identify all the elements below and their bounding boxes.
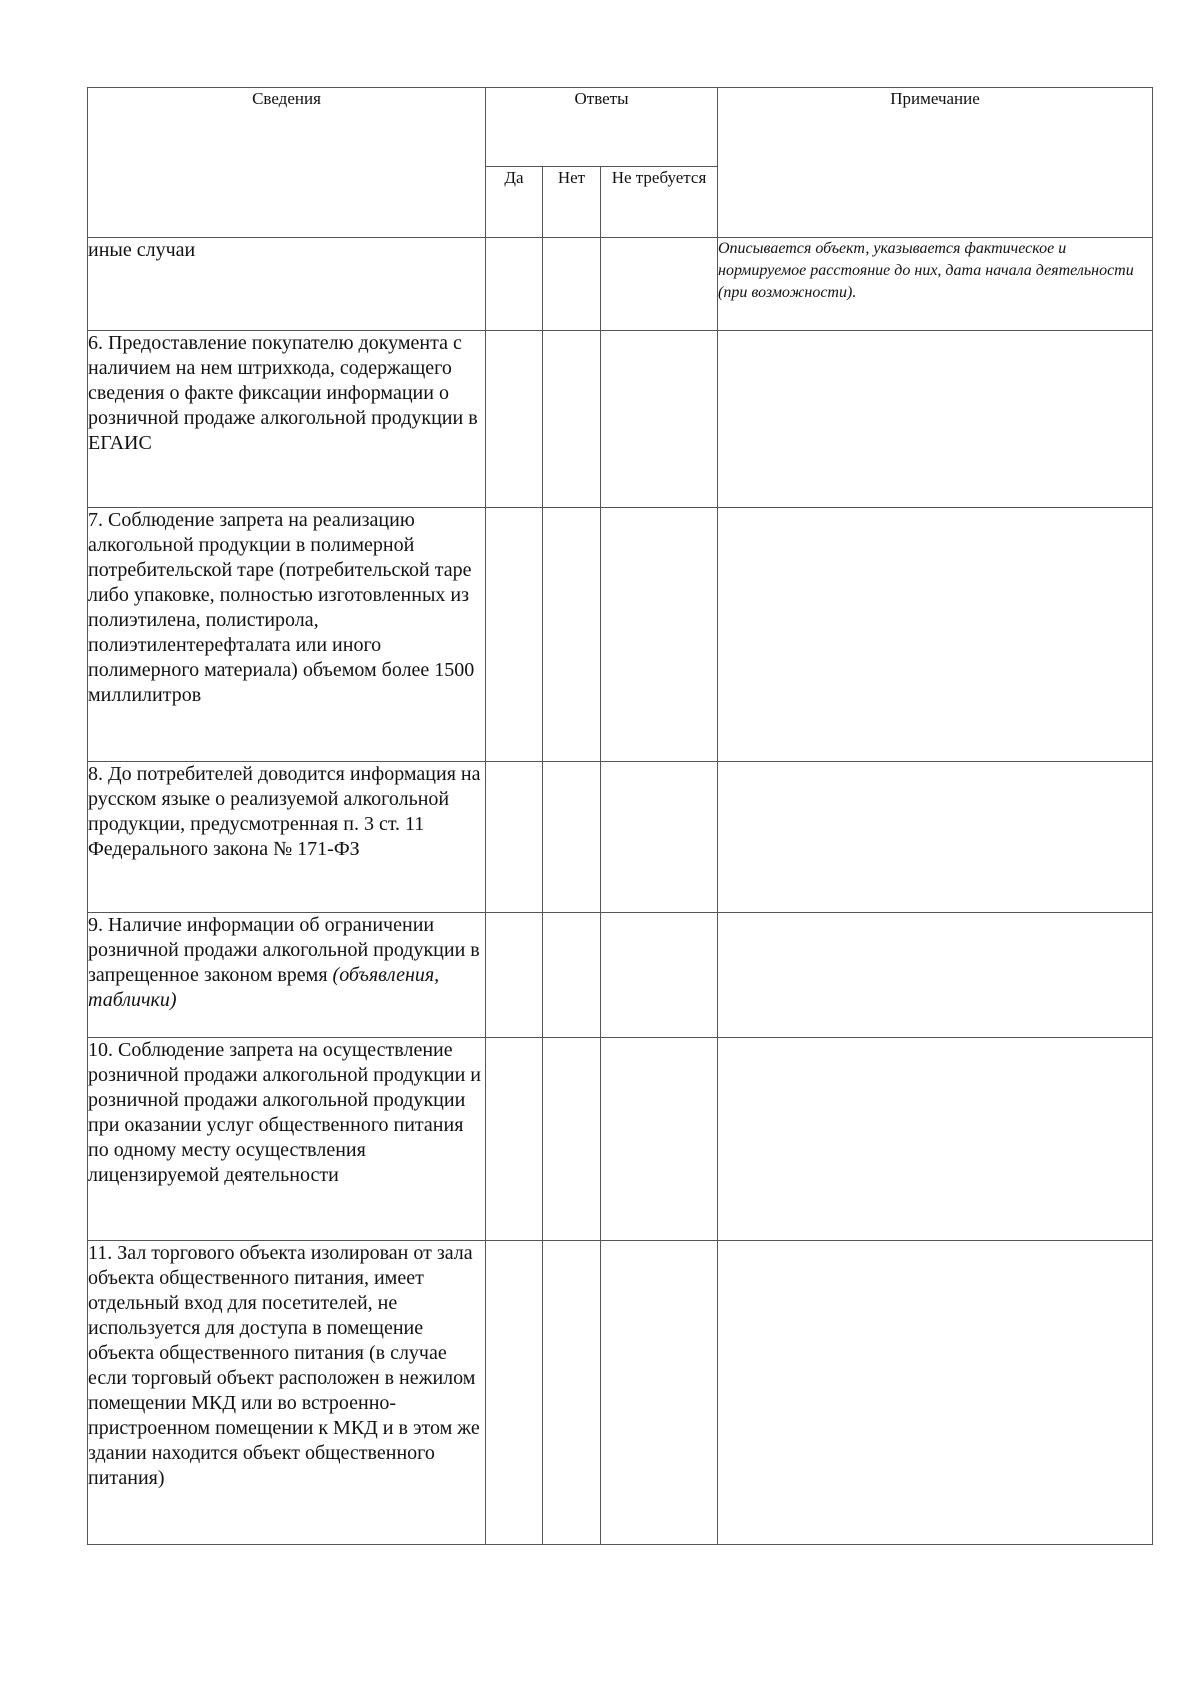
answer-not-required-cell[interactable] bbox=[601, 913, 718, 1038]
row-info-cell: 10. Соблюдение запрета на осуществление розничной продажи алкогольной продукции и розничной продажи алкогольной продукции при оказании услуг общественного питания по одному месту осуществления лицензируемой деятельности bbox=[88, 1038, 486, 1241]
row-note-cell[interactable] bbox=[718, 913, 1153, 1038]
answer-not-required-cell[interactable] bbox=[601, 1038, 718, 1241]
answer-yes-cell[interactable] bbox=[486, 913, 543, 1038]
answer-not-required-cell[interactable] bbox=[601, 762, 718, 913]
column-header-info: Сведения bbox=[88, 88, 486, 238]
answer-not-required-cell[interactable] bbox=[601, 1241, 718, 1545]
checklist-table bbox=[87, 87, 1153, 1545]
row-info-cell: 6. Предоставление покупателю документа с наличием на нем штрихкода, содержащего сведения о факте фиксации информации о розничной продаже алкогольной продукции в ЕГАИС bbox=[88, 331, 486, 508]
answer-yes-cell[interactable] bbox=[486, 1038, 543, 1241]
table-row bbox=[88, 913, 1153, 1038]
answer-not-required-cell[interactable] bbox=[601, 238, 718, 331]
row-note-cell[interactable] bbox=[718, 508, 1153, 762]
answer-no-cell[interactable] bbox=[543, 913, 601, 1038]
answer-yes-cell[interactable] bbox=[486, 238, 543, 331]
row-note-cell[interactable] bbox=[718, 762, 1153, 913]
column-header-answers: Ответы bbox=[486, 88, 718, 167]
row-info-cell bbox=[88, 913, 486, 1038]
row-note-cell[interactable] bbox=[718, 1038, 1153, 1241]
row-info-cell: иные случаи bbox=[88, 238, 486, 331]
answer-no-cell[interactable] bbox=[543, 238, 601, 331]
header-row bbox=[88, 88, 1153, 167]
row-note-cell[interactable] bbox=[718, 1241, 1153, 1545]
row-note-cell: Описывается объект, указывается фактическое и нормируемое расстояние до них, дата начала деятельности (при возможности). bbox=[718, 238, 1153, 331]
answer-not-required-cell[interactable] bbox=[601, 331, 718, 508]
table-row bbox=[88, 1038, 1153, 1241]
column-header-no: Нет bbox=[543, 167, 601, 238]
table-row bbox=[88, 238, 1153, 331]
row-note-cell[interactable] bbox=[718, 331, 1153, 508]
answer-not-required-cell[interactable] bbox=[601, 508, 718, 762]
column-header-not-required: Не требуется bbox=[601, 167, 718, 238]
answer-yes-cell[interactable] bbox=[486, 762, 543, 913]
table-row bbox=[88, 331, 1153, 508]
answer-no-cell[interactable] bbox=[543, 508, 601, 762]
row-info-cell: 11. Зал торгового объекта изолирован от зала объекта общественного питания, имеет отдельный вход для посетителей, не используется для доступа в помещение объекта общественного питания (в случае если торговый объект расположен в нежилом помещении МКД или во встроенно-пристроенном помещении к МКД и в этом же здании находится объект общественного питания) bbox=[88, 1241, 486, 1545]
answer-no-cell[interactable] bbox=[543, 1038, 601, 1241]
answer-yes-cell[interactable] bbox=[486, 1241, 543, 1545]
column-header-note: Примечание bbox=[718, 88, 1153, 238]
table-row bbox=[88, 1241, 1153, 1545]
row-info-cell: 7. Соблюдение запрета на реализацию алкогольной продукции в полимерной потребительской таре (потребительской таре либо упаковке, полностью изготовленных из полиэтилена, полистирола, полиэтилентерефталата или иного полимерного материала) объемом более 1500 миллилитров bbox=[88, 508, 486, 762]
table-row bbox=[88, 508, 1153, 762]
row-info-italic-note: (объявления, таблички) bbox=[88, 964, 440, 1011]
answer-yes-cell[interactable] bbox=[486, 331, 543, 508]
answer-no-cell[interactable] bbox=[543, 1241, 601, 1545]
row-info-cell: 8. До потребителей доводится информация на русском языке о реализуемой алкогольной продукции, предусмотренная п. 3 ст. 11 Федерального закона № 171-ФЗ bbox=[88, 762, 486, 913]
table-row bbox=[88, 762, 1153, 913]
row-info-text: 9. Наличие информации об ограничении розничной продажи алкогольной продукции в запрещенное законом время bbox=[88, 914, 480, 986]
answer-yes-cell[interactable] bbox=[486, 508, 543, 762]
answer-no-cell[interactable] bbox=[543, 331, 601, 508]
column-header-yes: Да bbox=[486, 167, 543, 238]
answer-no-cell[interactable] bbox=[543, 762, 601, 913]
